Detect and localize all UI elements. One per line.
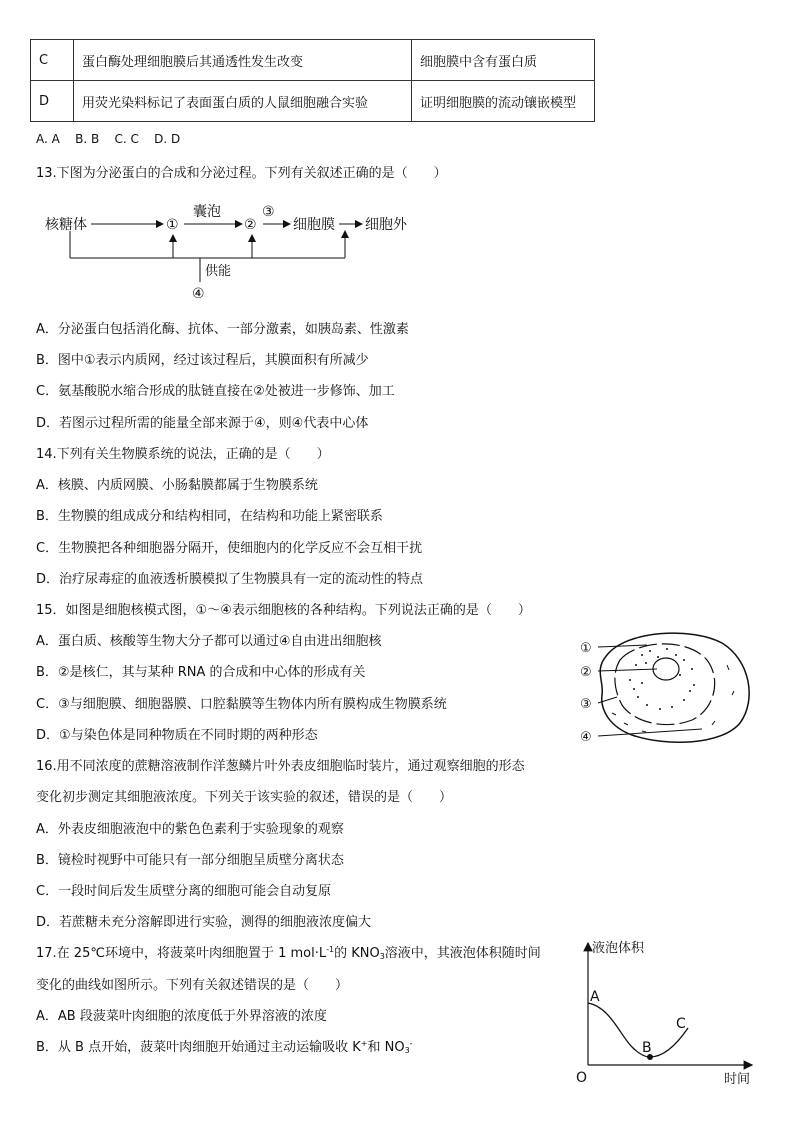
table-row: [31, 40, 595, 81]
origin-label: O: [576, 1070, 588, 1086]
q14-stem: 14.下列有关生物膜系统的说法，正确的是（ ）: [36, 447, 330, 462]
q15-stem: 15．如图是细胞核模式图，①～④表示细胞核的各种结构。下列说法正确的是（ ）: [36, 603, 531, 618]
table-row: [31, 81, 595, 122]
q16-option-b: B．镜检时视野中可能只有一部分细胞呈质壁分离状态: [36, 853, 344, 868]
y-axis-label: 液泡体积: [592, 941, 645, 956]
q17-optb-superscript-1: +: [360, 1039, 368, 1048]
circle-1-label: ①: [166, 217, 179, 233]
outer-marks: [612, 665, 734, 732]
q16-stem-line2: 变化初步测定其细胞液浓度。下列关于该实验的叙述，错误的是（ ）: [36, 790, 453, 805]
ribosome-label: 核糖体: [45, 217, 87, 233]
q14-option-d: D．治疗尿毒症的血液透析膜模拟了生物膜具有一定的流动性的特点: [36, 572, 424, 587]
q15-option-c: C．③与细胞膜、细胞器膜、口腔黏膜等生物体内所有膜构成生物膜系统: [36, 697, 447, 712]
point-c-label: C: [676, 1016, 686, 1032]
q16-stem-line1: 16.用不同浓度的蔗糖溶液制作洋葱鳞片叶外表皮细胞临时装片，通过观察细胞的形态: [36, 759, 525, 774]
nucleus-diagram: [572, 625, 762, 750]
q13-option-b: B．图中①表示内质网，经过该过程后，其膜面积有所减少: [36, 353, 369, 368]
row-letter: C: [31, 40, 74, 81]
q17-stem-line1: [36, 942, 541, 961]
q17-stem-superscript: -1: [326, 945, 335, 954]
point-b-label: B: [642, 1040, 652, 1056]
energy-label: 供能: [205, 264, 232, 279]
x-axis-label: 时间: [724, 1072, 751, 1087]
circle-3-label: ③: [262, 204, 275, 220]
secretion-flow-diagram: [0, 195, 440, 305]
q14-option-c: C．生物膜把各种细胞器分隔开，使细胞内的化学反应不会互相干扰: [36, 541, 423, 556]
label-4: ④: [580, 730, 592, 745]
q17-optb-superscript-2: -: [409, 1039, 413, 1048]
q13-option-c: C．氨基酸脱水缩合形成的肽链直接在②处被进一步修饰、加工: [36, 384, 395, 399]
q17-option-a: A．AB 段菠菜叶肉细胞的浓度低于外界溶液的浓度: [36, 1009, 327, 1024]
extracellular-label: 细胞外: [365, 217, 407, 233]
point-a-label: A: [590, 989, 600, 1005]
q17-stem-subscript: 3: [379, 952, 385, 961]
q17-stem-line2: 变化的曲线如图所示。下列有关叙述错误的是（ ）: [36, 978, 349, 993]
nuclear-envelope-outer: [600, 633, 749, 742]
q17-stem-part-c: 溶液中，其液泡体积随时间: [384, 946, 541, 961]
q17-option-b: [36, 1036, 413, 1055]
q14-option-a: A．核膜、内质网膜、小肠黏膜都属于生物膜系统: [36, 478, 318, 493]
q15-option-d: D．①与染色体是同种物质在不同时期的两种形态: [36, 728, 318, 743]
q13-option-d: D．若图示过程所需的能量全部来源于④，则④代表中心体: [36, 416, 369, 431]
q16-option-c: C．一段时间后发生质壁分离的细胞可能会自动复原: [36, 884, 332, 899]
vesicle-label: 囊泡: [193, 204, 221, 220]
q16-option-d: D．若蔗糖未充分溶解即进行实验，测得的细胞液浓度偏大: [36, 915, 372, 930]
q13-option-a: A．分泌蛋白包括消化酶、抗体、一部分激素，如胰岛素、性激素: [36, 322, 409, 337]
options-table: [30, 39, 595, 122]
q14-option-b: B．生物膜的组成成分和结构相同，在结构和功能上紧密联系: [36, 509, 383, 524]
label-2: ②: [580, 665, 592, 680]
q15-option-a: A．蛋白质、核酸等生物大分子都可以通过④自由进出细胞核: [36, 634, 382, 649]
circle-4-label: ④: [192, 286, 205, 302]
q17-stem-part-a: 17.在 25℃环境中，将菠菜叶肉细胞置于 1 mol·L: [36, 946, 327, 961]
row-letter: D: [31, 81, 74, 122]
volume-curve: [588, 1003, 688, 1057]
q17-optb-part-b: 和 NO: [367, 1040, 405, 1055]
row-conclusion: 细胞膜中含有蛋白质: [412, 40, 595, 81]
q12-options: A. A B. B C. C D. D: [36, 132, 181, 146]
row-content: 用荧光染料标记了表面蛋白质的人鼠细胞融合实验: [74, 81, 412, 122]
q17-optb-subscript: 3: [404, 1046, 410, 1055]
q17-optb-part-a: B．从 B 点开始，菠菜叶肉细胞开始通过主动运输吸收 K: [36, 1040, 361, 1055]
vacuole-volume-graph: [570, 935, 770, 1090]
cell-membrane-label: 细胞膜: [293, 217, 335, 233]
row-conclusion: 证明细胞膜的流动镶嵌模型: [412, 81, 595, 122]
circle-2-label: ②: [244, 217, 257, 233]
row-content: 蛋白酶处理细胞膜后其通透性发生改变: [74, 40, 412, 81]
q16-option-a: A．外表皮细胞液泡中的紫色色素利于实验现象的观察: [36, 822, 344, 837]
q17-stem-part-b: 的 KNO: [334, 946, 380, 961]
label-3: ③: [580, 697, 592, 712]
q15-option-b: B．②是核仁，其与某种 RNA 的合成和中心体的形成有关: [36, 665, 366, 680]
label-1: ①: [580, 641, 592, 656]
inner-membrane: [615, 644, 715, 725]
q13-stem: 13.下图为分泌蛋白的合成和分泌过程。下列有关叙述正确的是（ ）: [36, 166, 447, 181]
